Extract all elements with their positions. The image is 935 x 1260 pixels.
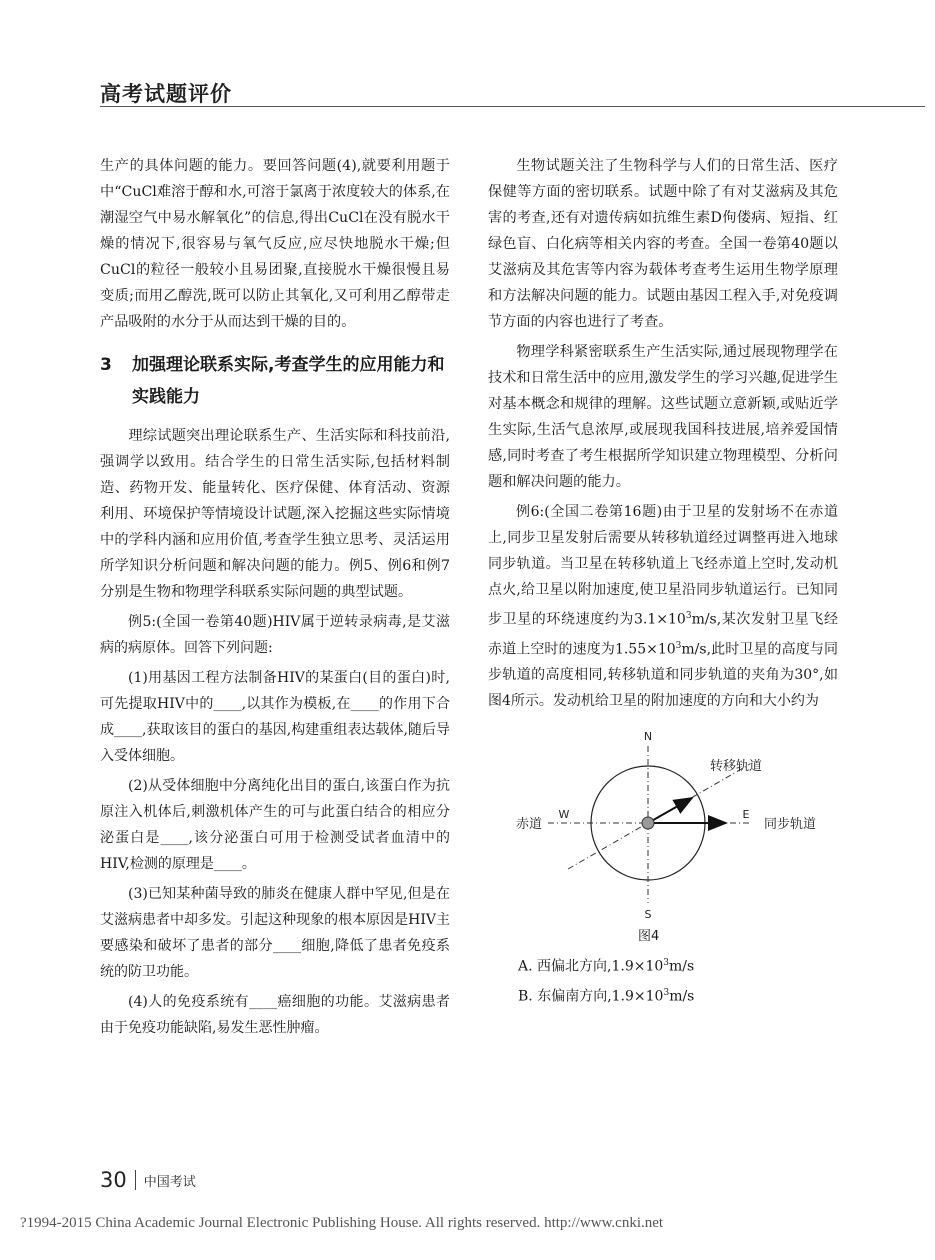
header-divider: [100, 106, 925, 107]
east-label: E: [742, 808, 750, 822]
exponent: 3: [685, 611, 692, 621]
journal-name: 中国考试: [143, 1174, 196, 1190]
section-number: 3: [100, 355, 112, 375]
page-number: 30: [100, 1168, 127, 1192]
exponent: 3: [663, 958, 670, 969]
figure-caption: 图4: [638, 929, 660, 945]
running-header: 高考试题评价: [100, 82, 232, 106]
example5-question3: (3)已知某种菌导致的肺炎在健康人群中罕见,但是在艾滋病患者中却多发。引起这种现象的根本原因是HIV主要感染和破坏了患者的部分____细胞,降低了患者免疫系统的防卫功能。: [100, 886, 450, 980]
option-b: [488, 980, 838, 1010]
exponent: 3: [675, 640, 682, 651]
option-a-text: A. 西偏北方向,1.9×10: [518, 958, 664, 975]
left-column: [100, 153, 450, 1045]
option-b-unit: m/s: [669, 988, 695, 1005]
sync-orbit-label: 同步轨道: [764, 817, 817, 833]
south-label: S: [644, 908, 652, 922]
example6-text: [488, 499, 838, 714]
paragraph-biology: 生物试题关注了生物科学与人们的日常生活、医疗保健等方面的密切联系。试题中除了有对艾滋病及其危害的考查,还有对遗传病如抗维生素D佝偻病、短指、红绿色盲、白化病等相关内容的考查。全国一卷第40题以艾滋病及其危害等内容为载体考查考生运用生物学原理和方法解决问题的能力。试题由基因工程入手,对免疫调节方面的内容也进行了考查。: [488, 158, 838, 330]
example5-question2: (2)从受体细胞中分离纯化出目的蛋白,该蛋白作为抗原注入机体后,刺激机体产生的可与此蛋白结合的相应分泌蛋白是____,该分泌蛋白可用于检测受试者血清中的HIV,检测的原理是____。: [100, 778, 450, 872]
option-a-unit: m/s: [669, 958, 695, 975]
example6-text-b: m/s,某次发射卫星飞经赤道上空时的速度为1.55×10: [488, 611, 838, 658]
exponent: 3: [663, 987, 670, 998]
example6-text-c: m/s,此时卫星的高度与同步轨道的高度相同,转移轨道和同步轨道的夹角为30°,如图4所示。发动机给卫星的附加速度的方向和大小约为: [488, 641, 838, 710]
equator-label: 赤道: [516, 817, 543, 833]
page-footer: [100, 1168, 196, 1192]
example5-intro: 例5:(全国一卷第40题)HIV属于逆转录病毒,是艾滋病的病原体。回答下列问题:: [100, 614, 450, 656]
option-b-text: B. 东偏南方向,1.9×10: [518, 988, 664, 1005]
section-title: 加强理论联系实际,考查学生的应用能力和实践能力: [132, 355, 445, 407]
right-column: [488, 153, 838, 1010]
north-label: N: [643, 730, 653, 744]
section-heading: [100, 349, 450, 413]
copyright-notice: ?1994-2015 China Academic Journal Electronic Publishing House. All rights reserved. http://www.cnki.net: [20, 1215, 664, 1231]
orbit-diagram: [488, 728, 838, 923]
west-label: W: [558, 808, 570, 822]
paragraph-physics: 物理学科紧密联系生产生活实际,通过展现物理学在技术和日常生活中的应用,激发学生的学习兴趣,促进学生对基本概念和规律的理解。这些试题立意新颖,或贴近学生实际,生活气息浓厚,或展现我国科技进展,培养爱国情感,同时考查了考生根据所学知识建立物理模型、分析问题和解决问题的能力。: [488, 344, 838, 490]
paragraph-intro: 理综试题突出理论联系生产、生活实际和科技前沿,强调学以致用。结合学生的日常生活实际,包括材料制造、药物开发、能量转化、医疗保健、体育活动、资源利用、环境保护等情境设计试题,深入挖掘这些实际情境中的学科内涵和应用价值,考查学生独立思考、灵活运用所学知识分析问题和解决问题的能力。例5、例6和例7分别是生物和物理学科联系实际问题的典型试题。: [100, 428, 450, 600]
transfer-velocity-arrow: [648, 798, 692, 823]
satellite-dot: [642, 817, 654, 829]
paragraph-continued: 生产的具体问题的能力。要回答问题(4),就要利用题于中“CuCl难溶于醇和水,可溶于氯离于浓度较大的体系,在潮湿空气中易水解氧化”的信息,得出CuCl在没有脱水干燥的情况下,很容易与氧气反应,应尽快地脱水干燥;但CuCl的粒径一般较小且易团聚,直接脱水干燥很慢且易变质;而用乙醇洗,既可以防止其氧化,又可利用乙醇带走产品吸附的水分于从而达到干燥的目的。: [100, 158, 450, 330]
orbit-figure: [488, 728, 838, 923]
option-a: [488, 950, 838, 980]
example5-question4: (4)人的免疫系统有____癌细胞的功能。艾滋病患者由于免疫功能缺陷,易发生恶性肿瘤。: [100, 994, 450, 1036]
footer-divider: [135, 1170, 136, 1190]
example5-question1: (1)用基因工程方法制备HIV的某蛋白(目的蛋白)时,可先提取HIV中的____,以其作为模板,在____的作用下合成____,获取该目的蛋白的基因,构建重组表达载体,随后导入受体细胞。: [100, 670, 450, 764]
example6-text-a: 例6:(全国二卷第16题)由于卫星的发射场不在赤道上,同步卫星发射后需要从转移轨道经过调整再进入地球同步轨道。当卫星在转移轨道上飞经赤道上空时,发动机点火,给卫星以附加速度,使卫星沿同步轨道运行。已知同步卫星的环绕速度约为3.1×10: [488, 504, 838, 628]
transfer-orbit-label: 转移轨道: [710, 759, 763, 775]
